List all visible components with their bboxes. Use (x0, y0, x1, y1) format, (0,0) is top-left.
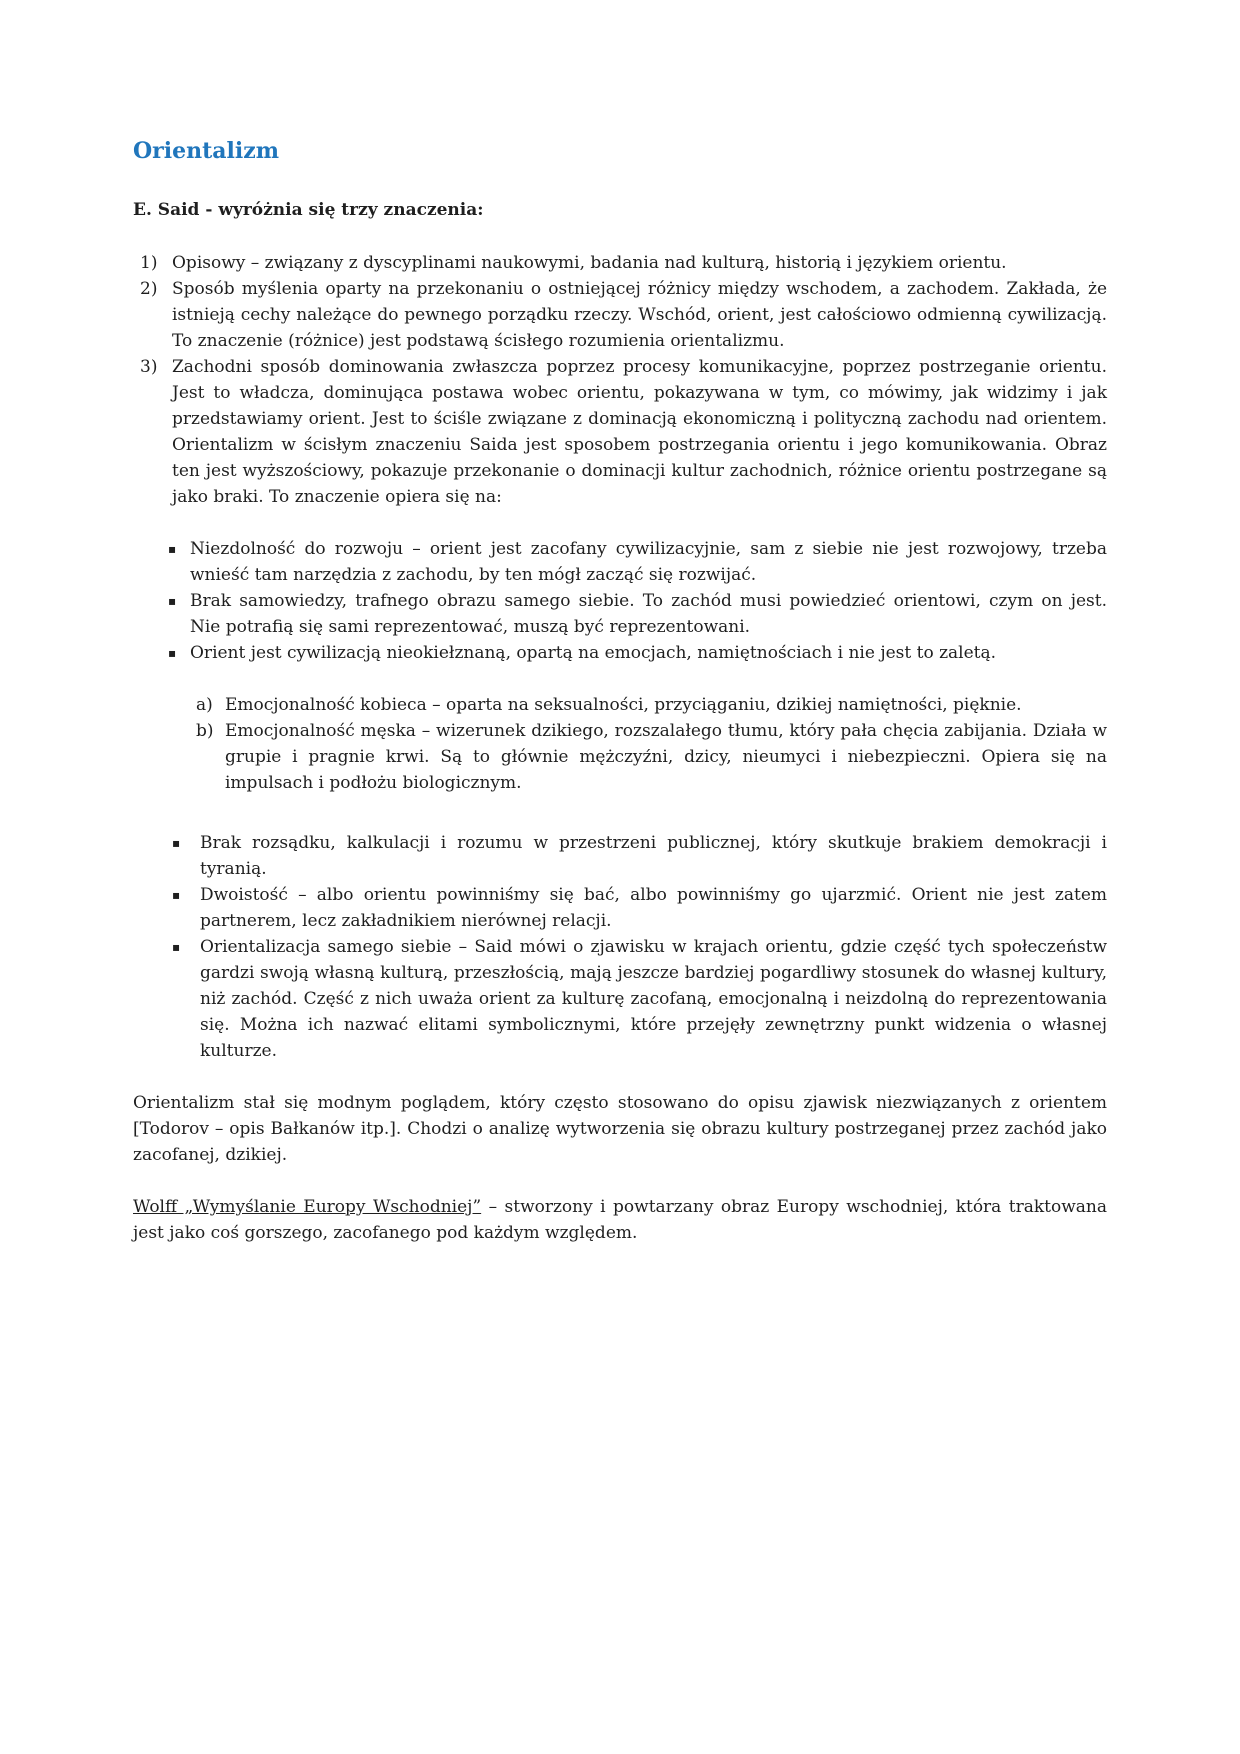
list-item-text: Brak samowiedzy, trafnego obrazu samego siebie. To zachód musi powiedzieć orientowi, czym on jest. Nie potrafią się sami reprezentować, muszą być reprezentowani. (190, 591, 1107, 637)
bullet-item (133, 588, 1107, 640)
wolff-reference-underlined: Wolff „Wymyślanie Europy Wschodniej” (133, 1197, 482, 1217)
square-bullet-icon: ▪ (168, 542, 177, 556)
bullet-item (133, 882, 1107, 934)
list-item-text: Emocjonalność kobieca – oparta na seksualności, przyciąganiu, dzikiej namiętności, pięknie. (225, 695, 1022, 715)
bullet-item (133, 640, 1107, 666)
list-item-text: Dwoistość – albo orientu powinniśmy się bać, albo powinniśmy go ujarzmić. Orient nie jest zatem partnerem, lecz zakładnikiem nierównej relacji. (200, 885, 1107, 931)
list-letter: a) (196, 695, 213, 715)
list-item-text: Sposób myślenia oparty na przekonaniu o ostniejącej różnicy między wschodem, a zachodem. Zakłada, że istnieją cechy należące do pewnego porządku rzeczy. Wschód, orient, jest całościowo odmienną cywilizacją. To znaczenie (różnice) jest podstawą ścisłego rozumienia orientalizmu. (172, 279, 1107, 351)
lettered-item (133, 692, 1107, 718)
list-item-text: Emocjonalność męska – wizerunek dzikiego, rozszalałego tłumu, który pała chęcia zabijania. Działa w grupie i pragnie krwi. Są to głównie mężczyźni, dzicy, nieumyci i niebezpieczni. Opiera się na impulsach i podłożu biologicznym. (225, 721, 1107, 793)
numbered-item (133, 250, 1107, 276)
list-item-text: Zachodni sposób dominowania zwłaszcza poprzez procesy komunikacyjne, poprzez postrzeganie orientu. Jest to władcza, dominująca postawa wobec orientu, pokazywana w tym, co mówimy, jak widzimy i jak przedstawiamy orient. Jest to ściśle związane z dominacją ekonomiczną i polityczną zachodu nad orientem. Orientalizm w ścisłym znaczeniu Saida jest sposobem postrzegania orientu i jego komunikowania. Obraz ten jest wyższościowy, pokazuje przekonanie o dominacji kultur zachodnich, różnice orientu postrzegane są jako braki. To znaczenie opiera się na: (172, 357, 1107, 507)
lettered-item (133, 718, 1107, 796)
closing-paragraph (133, 1194, 1107, 1246)
numbered-list (133, 250, 1107, 510)
list-letter: b) (196, 721, 214, 741)
spacer (133, 666, 1107, 692)
bullet-item (133, 536, 1107, 588)
spacer (133, 1168, 1107, 1194)
numbered-item (133, 276, 1107, 354)
bullet-item (133, 934, 1107, 1064)
lettered-sublist (133, 692, 1107, 796)
section-heading: E. Said - wyróżnia się trzy znaczenia: (133, 200, 484, 220)
bullet-item (133, 830, 1107, 882)
list-item-text: Opisowy – związany z dyscyplinami naukowymi, badania nad kulturą, historią i językiem orientu. (172, 253, 1007, 273)
document-title: Orientalizm (133, 138, 280, 164)
spacer (133, 1064, 1107, 1090)
closing-paragraph-text: – stworzony i powtarzany obraz Europy wschodniej, która traktowana jest jako coś gorszego, zacofanego pod każdym względem. (133, 1197, 1107, 1243)
list-number: 3) (140, 357, 158, 377)
list-item-text: Orient jest cywilizacją nieokiełznaną, opartą na emocjach, namiętnościach i nie jest to zaletą. (190, 643, 997, 663)
bullet-list-primary (133, 536, 1107, 666)
list-item-text: Niezdolność do rozwoju – orient jest zacofany cywilizacyjnie, sam z siebie nie jest rozwojowy, trzeba wnieść tam narzędzia z zachodu, by ten mógł zacząć się rozwijać. (190, 539, 1107, 585)
square-bullet-icon: ▪ (172, 940, 181, 954)
list-item-text: Brak rozsądku, kalkulacji i rozumu w przestrzeni publicznej, który skutkuje brakiem demokracji i tyranią. (200, 833, 1107, 879)
spacer (133, 796, 1107, 830)
list-item-text: Orientalizacja samego siebie – Said mówi o zjawisku w krajach orientu, gdzie część tych społeczeństw gardzi swoją własną kulturą, przeszłością, mają jeszcze bardziej pogardliwy stosunek do własnej kultury, niż zachód. Część z nich uważa orient za kulturę zacofaną, emocjonalną i neizdolną do reprezentowania się. Można ich nazwać elitami symbolicznymi, które przejęły zewnętrzny punkt widzenia o własnej kulturze. (200, 937, 1107, 1061)
square-bullet-icon: ▪ (168, 646, 177, 660)
bullet-list-secondary (133, 830, 1107, 1064)
spacer (133, 510, 1107, 536)
list-number: 1) (140, 253, 158, 273)
numbered-item (133, 354, 1107, 510)
square-bullet-icon: ▪ (172, 888, 181, 902)
square-bullet-icon: ▪ (172, 836, 181, 850)
list-number: 2) (140, 279, 158, 299)
summary-paragraph: Orientalizm stał się modnym poglądem, który często stosowano do opisu zjawisk niezwiązanych z orientem [Todorov – opis Bałkanów itp.]. Chodzi o analizę wytworzenia się obrazu kultury postrzeganej przez zachód jako zacofanej, dzikiej. (133, 1093, 1107, 1165)
square-bullet-icon: ▪ (168, 594, 177, 608)
